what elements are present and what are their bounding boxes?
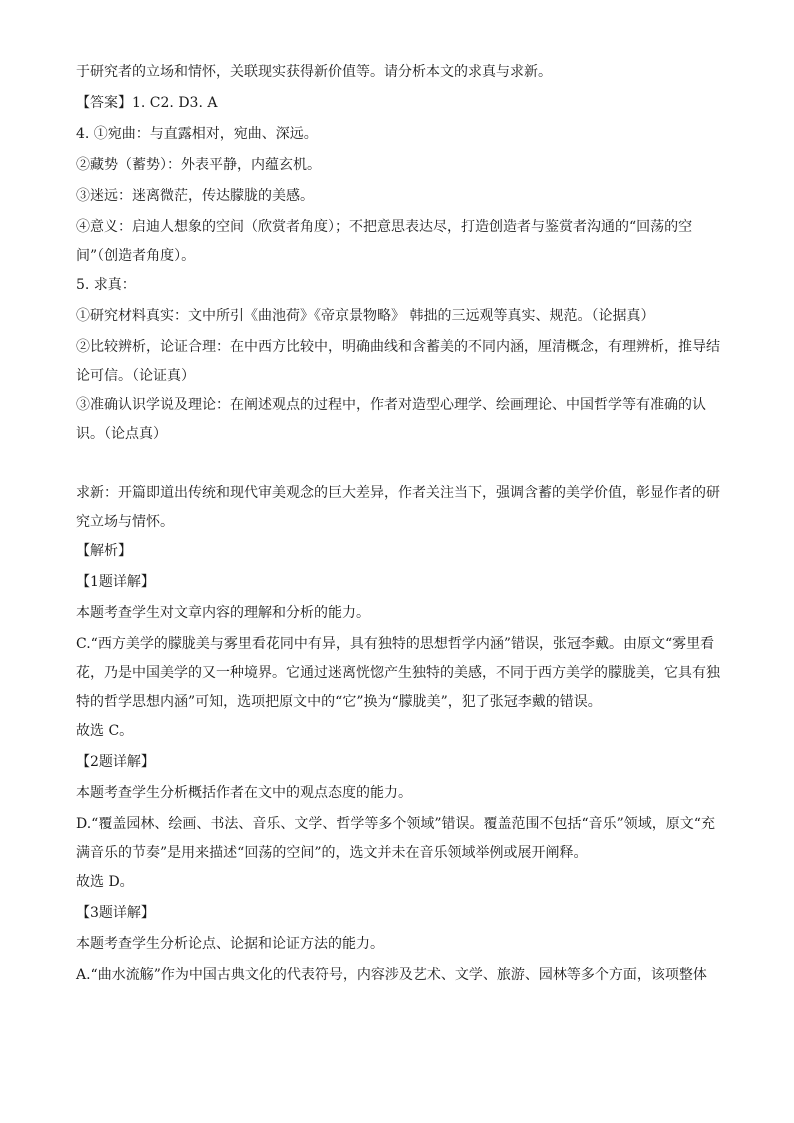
q3-detail-heading: 【3题详解】 bbox=[76, 905, 155, 921]
answer-heading: 【答案】1. C2. D3. A bbox=[76, 95, 218, 111]
q3-explanation: A.“曲水流觞”作为中国古典文化的代表符号，内容涉及艺术、文学、旅游、园林等多个方面，该项整体 bbox=[76, 967, 707, 983]
answer-5-item-1: ①研究材料真实：文中所引《曲池荷》《帝京景物略》 韩拙的三远观等真实、规范。（论据真） bbox=[76, 308, 655, 324]
answer-4-item-4: ④意义：启迪人想象的空间（欣赏者角度）；不把意思表达尽，打造创造者与鉴赏者沟通的“回荡的空间”（创造者角度）。 bbox=[76, 219, 693, 264]
q2-intro: 本题考查学生分析概括作者在文中的观点态度的能力。 bbox=[76, 785, 412, 801]
q2-choice: 故选 D。 bbox=[76, 874, 134, 890]
answer-5-heading: 5. 求真： bbox=[76, 277, 136, 293]
q2-detail-heading: 【2题详解】 bbox=[76, 754, 155, 770]
answer-4-item-1: 4. ①宛曲：与直露相对，宛曲、深远。 bbox=[76, 126, 318, 142]
answer-5-item-3: ③准确认识学说及理论：在阐述观点的过程中，作者对造型心理学、绘画理论、中国哲学等有准确的认识。（论点真） bbox=[76, 397, 706, 442]
q1-detail-heading: 【1题详解】 bbox=[76, 574, 155, 590]
answer-5-qiuxin: 求新：开篇即道出传统和现代审美观念的巨大差异，作者关注当下，强调含蓄的美学价值，彰显作者的研究立场与情怀。 bbox=[76, 485, 720, 530]
answer-5-item-2: ②比较辨析，论证合理：在中西方比较中，明确曲线和含蓄美的不同内涵，厘清概念，有理辨析，推导结论可信。（论证真） bbox=[76, 339, 720, 384]
q3-intro: 本题考查学生分析论点、论据和论证方法的能力。 bbox=[76, 936, 384, 952]
document-page bbox=[76, 62, 726, 996]
answer-4-item-3: ③迷远：迷离微茫，传达朦胧的美感。 bbox=[76, 188, 314, 204]
analysis-heading: 【解析】 bbox=[76, 543, 132, 559]
q1-choice: 故选 C。 bbox=[76, 723, 134, 739]
answer-4-item-2: ②藏势（蓄势）：外表平静，内蕴玄机。 bbox=[76, 157, 321, 173]
text-line-question-tail: 于研究者的立场和情怀，关联现实获得新价值等。请分析本文的求真与求新。 bbox=[76, 64, 552, 80]
q1-intro: 本题考查学生对文章内容的理解和分析的能力。 bbox=[76, 605, 370, 621]
q1-explanation: C.“西方美学的朦胧美与雾里看花同中有异，具有独特的思想哲学内涵”错误，张冠李戴。由原文“雾里看花，乃是中国美学的又一种境界。它通过迷离恍惚产生独特的美感，不同于西方美学的朦胧美，它具有独特的哲学思想内涵”可知，选项把原文中的“它”换为“朦胧美”，犯了张冠李戴的错误。 bbox=[76, 636, 720, 710]
q2-explanation: D.“覆盖园林、绘画、书法、音乐、文学、哲学等多个领域”错误。覆盖范围不包括“音乐”领域，原文“充满音乐的节奏”是用来描述“回荡的空间”的，选文并未在音乐领域举例或展开阐释。 bbox=[76, 816, 715, 861]
